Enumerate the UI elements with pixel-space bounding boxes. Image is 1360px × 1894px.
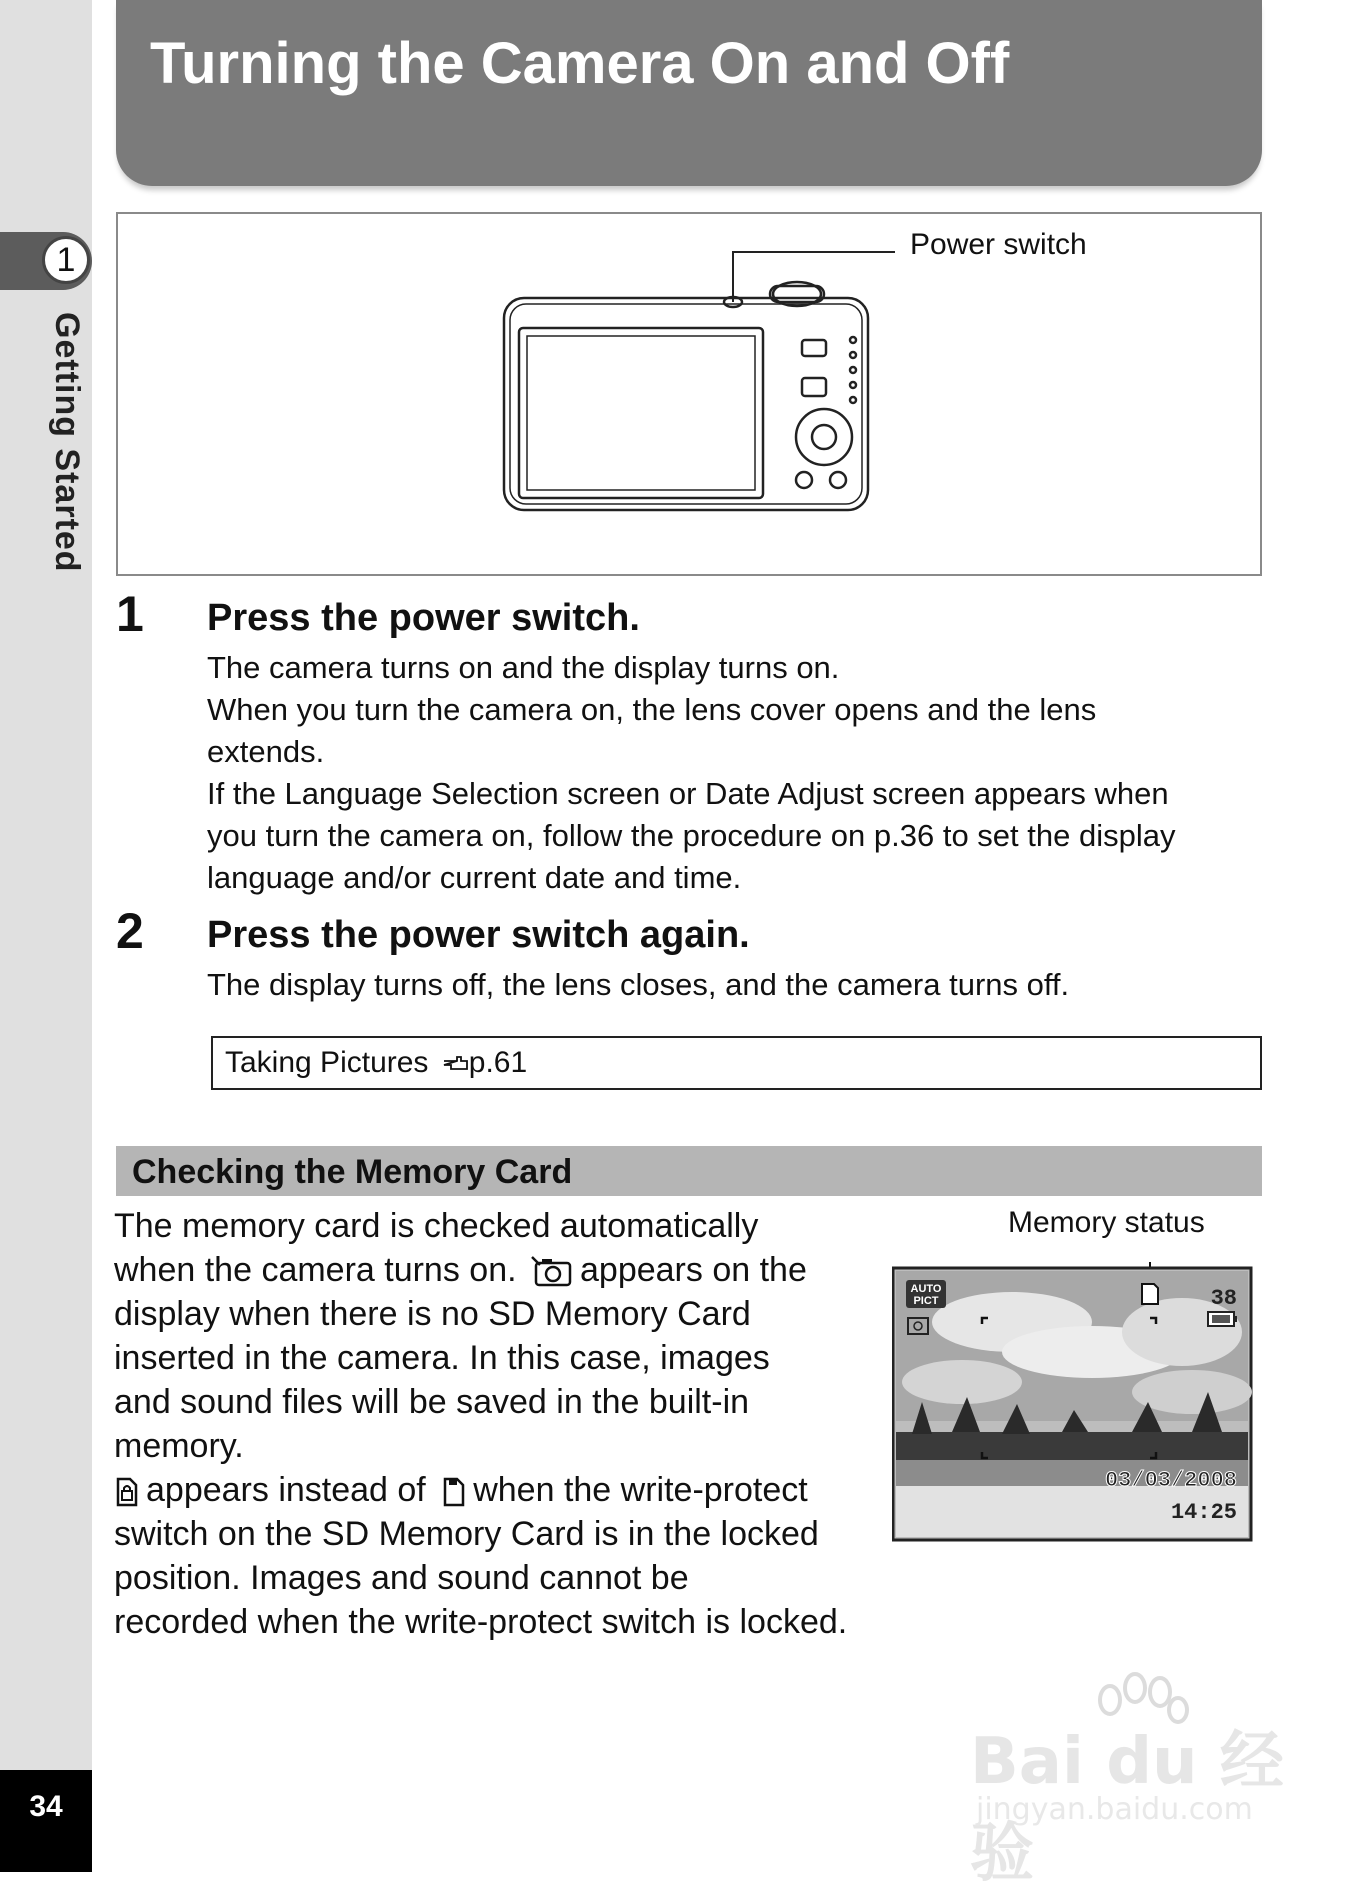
screen-time: 14:25 <box>1170 1500 1237 1525</box>
four-way-controller <box>796 409 852 465</box>
step-1-line: If the Language Selection screen or Date Adjust screen appears when <box>207 776 1169 811</box>
camera-lcd <box>519 328 763 498</box>
mem-line-part: when the camera turns on. <box>114 1251 517 1289</box>
mem-line: display when there is no SD Memory Card <box>114 1295 751 1333</box>
mem-line: switch on the SD Memory Card is in the locked <box>114 1515 819 1553</box>
mem-line-part: when the write-protect <box>473 1471 808 1509</box>
camera-illustration <box>0 0 1360 600</box>
no-card-memory-icon <box>530 1255 576 1289</box>
camera-body <box>504 298 868 510</box>
watermark-url: jingyan.baidu.com <box>976 1792 1253 1827</box>
leader-line <box>733 252 895 302</box>
step-2-body <box>207 964 1267 1006</box>
reference-text-wrap <box>225 1046 527 1080</box>
mem-line: memory. <box>114 1427 244 1465</box>
locked-card-icon <box>114 1475 140 1509</box>
auto-badge-line-1: AUTO <box>910 1283 942 1295</box>
section-title: Checking the Memory Card <box>132 1153 573 1191</box>
memory-card-paragraph <box>114 1204 914 1644</box>
mem-line-8 <box>114 1468 914 1512</box>
page-title: Turning the Camera On and Off <box>150 31 1010 96</box>
step-1-heading: Press the power switch. <box>207 597 640 639</box>
mem-line-2 <box>114 1248 914 1292</box>
step-1-line: you turn the camera on, follow the procedure on p.36 to set the display <box>207 818 1176 853</box>
baidu-watermark <box>970 1680 1310 1891</box>
step-1-line: The camera turns on and the display turns on. <box>207 650 840 685</box>
mem-line: position. Images and sound cannot be <box>114 1559 689 1597</box>
mem-line-part: appears on the <box>580 1251 807 1289</box>
step-2-number: 2 <box>116 903 144 959</box>
page-number: 34 <box>29 1790 63 1823</box>
mem-line-part: appears instead of <box>146 1471 426 1509</box>
section-header-band <box>116 1146 1262 1196</box>
reference-box <box>211 1036 1262 1090</box>
hand-pointer-icon <box>443 1055 469 1073</box>
step-2-line: The display turns off, the lens closes, and the camera turns off. <box>207 967 1070 1002</box>
step-1-number: 1 <box>116 586 144 642</box>
screen-date: 03/03/2008 <box>1104 1468 1237 1493</box>
chapter-number: 1 <box>42 236 90 284</box>
mem-line: and sound files will be saved in the built-in <box>114 1383 750 1421</box>
step-1-line: extends. <box>207 734 325 769</box>
step-1-body <box>207 647 1267 899</box>
mem-line: inserted in the camera. In this case, images <box>114 1339 770 1377</box>
chapter-title: Getting Started <box>48 312 86 573</box>
step-2-heading: Press the power switch again. <box>207 914 750 956</box>
mem-line: The memory card is checked automatically <box>114 1207 759 1245</box>
mem-line: recorded when the write-protect switch is locked. <box>114 1603 848 1641</box>
step-1-line: language and/or current date and time. <box>207 860 742 895</box>
memory-status-screen <box>892 1262 1254 1548</box>
reference-page: p.61 <box>468 1046 528 1079</box>
step-1-line: When you turn the camera on, the lens cover opens and the lens <box>207 692 1097 727</box>
memory-status-label: Memory status <box>1008 1206 1205 1239</box>
reference-link-text: Taking Pictures <box>225 1046 429 1079</box>
shots-remaining: 38 <box>1210 1286 1237 1311</box>
power-switch-label: Power switch <box>910 228 1087 261</box>
sd-card-icon <box>441 1475 467 1509</box>
memory-status-icon <box>1142 1284 1158 1304</box>
auto-badge-line-2: PICT <box>913 1295 939 1307</box>
watermark-logo-text: Bai du 经验 <box>970 1725 1284 1891</box>
